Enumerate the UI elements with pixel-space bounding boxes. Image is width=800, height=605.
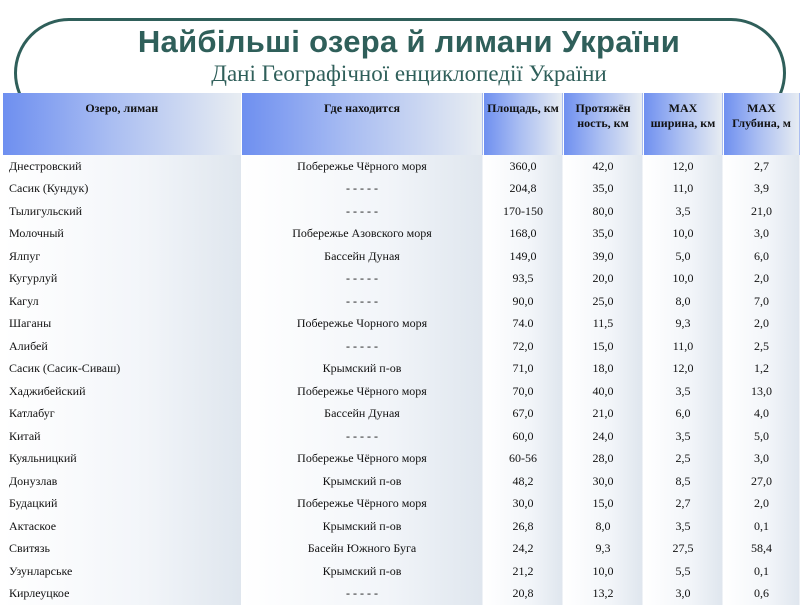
cell-lake-name: Кирлеуцкое	[3, 583, 241, 605]
cell-max-width: 10,0	[643, 268, 723, 291]
table-row	[3, 493, 800, 516]
cell-length: 42,0	[563, 155, 643, 178]
cell-lake-name: Тылигульский	[3, 200, 241, 223]
cell-area: 70,0	[483, 380, 563, 403]
table-row	[3, 200, 800, 223]
column-header-max-width: MAX ширина, км	[643, 93, 723, 155]
table-row	[3, 335, 800, 358]
cell-length: 80,0	[563, 200, 643, 223]
cell-location: Побережье Чёрного моря	[241, 448, 483, 471]
cell-location: - - - - -	[241, 425, 483, 448]
cell-area: 168,0	[483, 223, 563, 246]
cell-max-depth: 2,7	[723, 155, 800, 178]
cell-length: 25,0	[563, 290, 643, 313]
cell-area: 74.0	[483, 313, 563, 336]
cell-area: 71,0	[483, 358, 563, 381]
cell-max-width: 5,0	[643, 245, 723, 268]
cell-lake-name: Молочный	[3, 223, 241, 246]
cell-lake-name: Актаское	[3, 515, 241, 538]
table-row	[3, 268, 800, 291]
cell-max-depth: 5,0	[723, 425, 800, 448]
cell-location: Крымский п-ов	[241, 358, 483, 381]
cell-length: 35,0	[563, 178, 643, 201]
cell-length: 35,0	[563, 223, 643, 246]
cell-location: - - - - -	[241, 583, 483, 605]
cell-location: Бассейн Дуная	[241, 403, 483, 426]
cell-lake-name: Хаджибейский	[3, 380, 241, 403]
cell-max-width: 3,5	[643, 380, 723, 403]
cell-lake-name: Днестровский	[3, 155, 241, 178]
cell-lake-name: Свитязь	[3, 538, 241, 561]
cell-max-width: 8,0	[643, 290, 723, 313]
table-row	[3, 358, 800, 381]
cell-max-depth: 6,0	[723, 245, 800, 268]
cell-lake-name: Узунларське	[3, 560, 241, 583]
cell-max-width: 27,5	[643, 538, 723, 561]
cell-area: 170-150	[483, 200, 563, 223]
cell-max-depth: 2,0	[723, 268, 800, 291]
table-row	[3, 470, 800, 493]
cell-max-depth: 13,0	[723, 380, 800, 403]
column-header-length: Протяжён ность, км	[563, 93, 643, 155]
table-row	[3, 380, 800, 403]
cell-max-depth: 3,0	[723, 223, 800, 246]
cell-area: 26,8	[483, 515, 563, 538]
cell-max-depth: 2,5	[723, 335, 800, 358]
cell-location: Побережье Чорного моря	[241, 313, 483, 336]
cell-location: Крымский п-ов	[241, 470, 483, 493]
cell-max-depth: 3,9	[723, 178, 800, 201]
page-title: Найбільші озера й лимани України	[0, 24, 800, 60]
cell-lake-name: Куяльницкий	[3, 448, 241, 471]
cell-length: 15,0	[563, 493, 643, 516]
cell-lake-name: Шаганы	[3, 313, 241, 336]
cell-max-width: 12,0	[643, 358, 723, 381]
cell-lake-name: Ялпуг	[3, 245, 241, 268]
cell-max-width: 11,0	[643, 335, 723, 358]
cell-length: 9,3	[563, 538, 643, 561]
cell-area: 90,0	[483, 290, 563, 313]
column-header-location: Где находится	[241, 93, 483, 155]
column-header-area: Площадь, км	[483, 93, 563, 155]
cell-max-width: 3,5	[643, 200, 723, 223]
cell-length: 30,0	[563, 470, 643, 493]
table-row	[3, 403, 800, 426]
cell-location: - - - - -	[241, 178, 483, 201]
cell-location: Побережье Азовского моря	[241, 223, 483, 246]
cell-lake-name: Кагул	[3, 290, 241, 313]
cell-max-depth: 2,0	[723, 313, 800, 336]
cell-area: 60-56	[483, 448, 563, 471]
cell-area: 48,2	[483, 470, 563, 493]
cell-max-depth: 2,0	[723, 493, 800, 516]
cell-max-depth: 0,1	[723, 560, 800, 583]
cell-area: 149,0	[483, 245, 563, 268]
cell-length: 21,0	[563, 403, 643, 426]
cell-max-depth: 0,6	[723, 583, 800, 605]
cell-max-width: 8,5	[643, 470, 723, 493]
cell-max-width: 3,5	[643, 515, 723, 538]
cell-location: Бассейн Дуная	[241, 245, 483, 268]
cell-location: Басейн Южного Буга	[241, 538, 483, 561]
cell-max-width: 3,0	[643, 583, 723, 605]
cell-length: 24,0	[563, 425, 643, 448]
cell-lake-name: Катлабуг	[3, 403, 241, 426]
cell-length: 10,0	[563, 560, 643, 583]
cell-length: 13,2	[563, 583, 643, 605]
cell-location: Крымский п-ов	[241, 515, 483, 538]
cell-area: 60,0	[483, 425, 563, 448]
cell-area: 30,0	[483, 493, 563, 516]
page-subtitle: Дані Географічної енциклопедії України	[0, 61, 800, 87]
cell-lake-name: Сасик (Кундук)	[3, 178, 241, 201]
cell-max-depth: 1,2	[723, 358, 800, 381]
column-header-name: Озеро, лиман	[3, 93, 241, 155]
table-row	[3, 515, 800, 538]
cell-location: - - - - -	[241, 290, 483, 313]
cell-max-depth: 4,0	[723, 403, 800, 426]
table-row	[3, 245, 800, 268]
table-row	[3, 290, 800, 313]
cell-location: - - - - -	[241, 335, 483, 358]
table-row	[3, 583, 800, 605]
table-row	[3, 538, 800, 561]
cell-max-width: 10,0	[643, 223, 723, 246]
cell-location: Побережье Чёрного моря	[241, 493, 483, 516]
cell-length: 28,0	[563, 448, 643, 471]
table-row	[3, 425, 800, 448]
table-row	[3, 448, 800, 471]
cell-max-depth: 7,0	[723, 290, 800, 313]
table-row	[3, 178, 800, 201]
cell-lake-name: Китай	[3, 425, 241, 448]
cell-location: Крымский п-ов	[241, 560, 483, 583]
cell-length: 40,0	[563, 380, 643, 403]
table-row	[3, 155, 800, 178]
cell-location: - - - - -	[241, 268, 483, 291]
cell-max-depth: 0,1	[723, 515, 800, 538]
cell-max-width: 5,5	[643, 560, 723, 583]
cell-location: Побережье Чёрного моря	[241, 155, 483, 178]
cell-area: 360,0	[483, 155, 563, 178]
cell-max-width: 11,0	[643, 178, 723, 201]
cell-max-width: 3,5	[643, 425, 723, 448]
cell-location: Побережье Чёрного моря	[241, 380, 483, 403]
cell-area: 20,8	[483, 583, 563, 605]
cell-max-depth: 27,0	[723, 470, 800, 493]
cell-max-width: 9,3	[643, 313, 723, 336]
table-row	[3, 223, 800, 246]
table-header-row	[3, 93, 800, 155]
cell-max-depth: 3,0	[723, 448, 800, 471]
cell-length: 20,0	[563, 268, 643, 291]
cell-area: 21,2	[483, 560, 563, 583]
cell-length: 8,0	[563, 515, 643, 538]
cell-max-depth: 58,4	[723, 538, 800, 561]
cell-lake-name: Сасик (Сасик-Сиваш)	[3, 358, 241, 381]
cell-location: - - - - -	[241, 200, 483, 223]
table-row	[3, 560, 800, 583]
cell-lake-name: Донузлав	[3, 470, 241, 493]
cell-area: 204,8	[483, 178, 563, 201]
cell-max-width: 6,0	[643, 403, 723, 426]
cell-lake-name: Кугурлуй	[3, 268, 241, 291]
cell-max-width: 2,7	[643, 493, 723, 516]
cell-max-width: 12,0	[643, 155, 723, 178]
cell-length: 15,0	[563, 335, 643, 358]
column-header-max-depth: MAX Глубина, м	[723, 93, 800, 155]
cell-area: 67,0	[483, 403, 563, 426]
cell-length: 18,0	[563, 358, 643, 381]
cell-lake-name: Будацкий	[3, 493, 241, 516]
cell-area: 93,5	[483, 268, 563, 291]
table-row	[3, 313, 800, 336]
cell-length: 11,5	[563, 313, 643, 336]
cell-max-depth: 21,0	[723, 200, 800, 223]
cell-length: 39,0	[563, 245, 643, 268]
cell-area: 72,0	[483, 335, 563, 358]
lakes-table	[3, 93, 800, 605]
cell-lake-name: Алибей	[3, 335, 241, 358]
cell-area: 24,2	[483, 538, 563, 561]
cell-max-width: 2,5	[643, 448, 723, 471]
